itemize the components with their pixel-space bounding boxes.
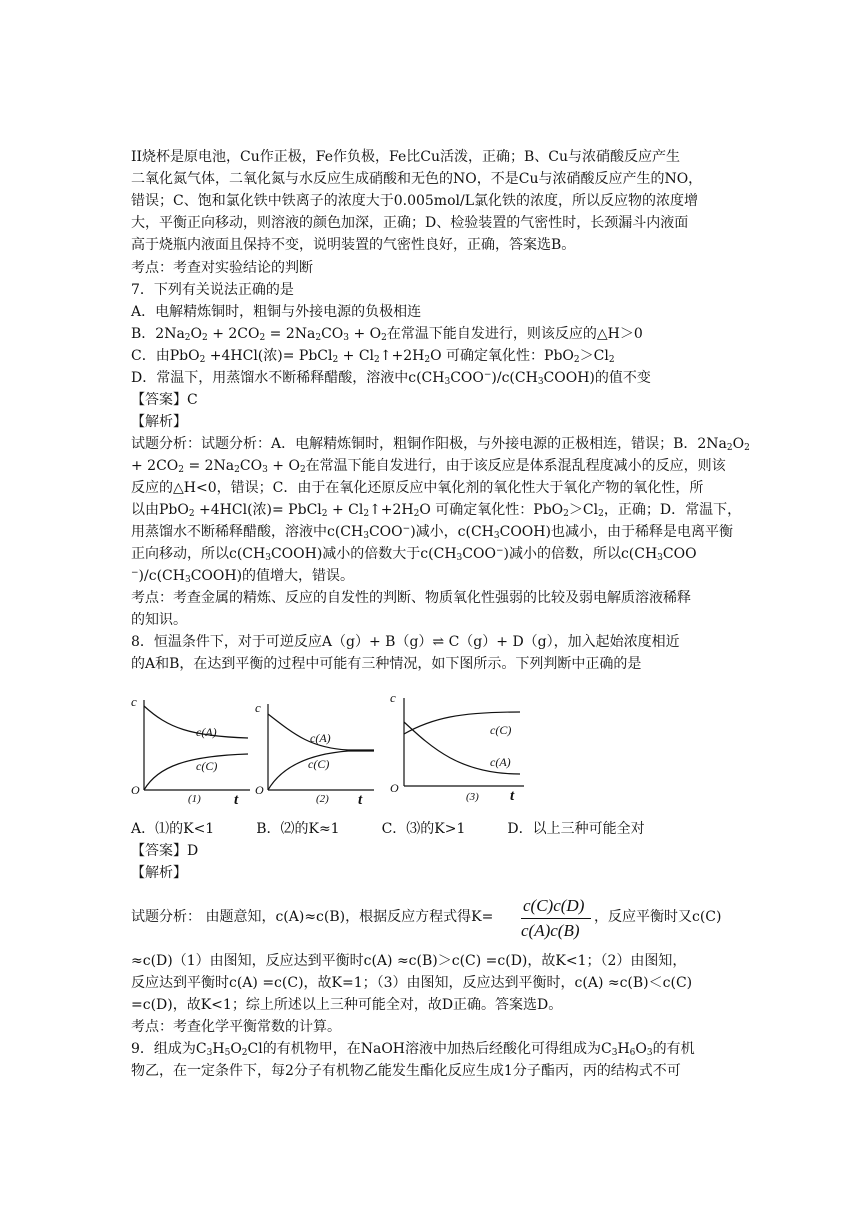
text-line: 物乙，在一定条件下，每2分子有机物乙能发生酯化反应生成1分子酯丙，丙的结构式不可 (131, 1063, 681, 1079)
text-line: 二氧化氮气体，二氧化氮与水反应生成硝酸和无色的NO，不是Cu与浓硝酸反应产生的NO， (131, 171, 703, 187)
text-line: 试题分析： 由题意知，c(A)≈c(B)，根据反应方程式得K= (131, 909, 494, 925)
text-line: ，反应平衡时又c(C) (594, 909, 722, 925)
text-line: 9．组成为$C_3H_5O_2Cl$的有机物甲，在NaOH溶液中加热后经酸化可得组成为$C_3H_6O_3$的有机 (131, 1041, 695, 1058)
fraction-bar (521, 918, 591, 919)
text-line: ≈c(D)（1）由图知，反应达到平衡时c(A) ≈c(B)＞c(C) =c(D)，故K<1；（2）由图知， (131, 953, 687, 969)
text-line: 错误；C、饱和氯化铁中铁离子的浓度大于0.005mol/L氯化铁的浓度，所以反应物的浓度增 (131, 193, 698, 209)
origin-label: O (131, 783, 140, 797)
text-line: 8．恒温条件下，对于可逆反应A（g）+ B（g）⇌ C（g）+ D（g），加入起始浓度相近 (131, 634, 680, 650)
origin-label: O (255, 783, 264, 797)
fraction-numerator: c(C)c(D) (523, 896, 585, 915)
text-line: II烧杯是原电池，Cu作正极，Fe作负极，Fe比Cu活泼，正确；B、Cu与浓硝酸反应产生 (131, 149, 680, 165)
text-line: 反应的△H<0，错误；C．由于在氧化还原反应中氧化剂的氧化性大于氧化产物的氧化性，所 (131, 480, 704, 496)
graph-1 (128, 690, 254, 812)
text-line: 【答案】D (131, 843, 199, 859)
graph-caption: (3) (466, 791, 479, 803)
graph-caption: (1) (188, 793, 201, 805)
text-line: 的A和B，在达到平衡的过程中可能有三种情况，如下图所示。下列判断中正确的是 (131, 656, 642, 672)
text-line: A．⑴的K<1 B．⑵的K≈1 C．⑶的K>1 D．以上三种可能全对 (131, 821, 645, 837)
text-line: + $2CO_2 = 2Na_2CO_3 + O_2$在常温下能自发进行，由于该反应是体系混乱程度减小的反应，则该 (131, 458, 726, 475)
text-line: 反应达到平衡时c(A) =c(C)，故K=1；（3）由图知，反应达到平衡时，c(A) ≈c(B)＜c(C) (131, 975, 693, 991)
text-line: C．由PbO$_2$ +4HCl(浓)= PbCl$_2$ + $Cl_2↑+2H_2O$ 可确定氧化性：$PbO_2>Cl_2$ (131, 348, 615, 365)
axis-c-label: c (390, 690, 396, 705)
text-line: 考点：考查金属的精炼、反应的自发性的判断、物质氧化性强弱的比较及弱电解质溶液稀释 (131, 590, 691, 606)
text-line: 的知识。 (131, 612, 187, 628)
text-line: $^-)/c(CH_3COOH)$的值增大，错误。 (131, 568, 355, 585)
curve-lower-label: c(C) (308, 757, 330, 771)
curve-upper-label: c(A) (310, 731, 331, 745)
curve-lower-label: c(A) (490, 755, 511, 769)
curve-upper-label: c(C) (490, 723, 512, 737)
text-line: D．常温下，用蒸馏水不断稀释醋酸，溶液中$c(CH_3COO^-)/c(CH_3COOH)$的值不变 (131, 370, 651, 387)
graph-caption: (2) (316, 793, 329, 805)
text-line: 高于烧瓶内液面且保持不变，说明装置的气密性良好，正确，答案选B。 (131, 237, 576, 253)
curve-lower-label: c(C) (196, 759, 218, 773)
text-line: 以由PbO$_2$ +4HCl(浓)= PbCl$_2$ + $Cl_2↑+2H_2O$ 可确定氧化性：$PbO_2>Cl_2$，正确；D．常温下， (131, 502, 742, 519)
graph-3 (386, 688, 532, 808)
text-line: 正向移动，所以$c(CH_3COOH)$减小的倍数大于$c(CH_3COO^-)$减小的倍数，所以$c(CH_3COO$ (131, 546, 697, 563)
text-line: 试题分析：试题分析：A．电解精炼铜时，粗铜作阳极，与外接电源的正极相连，错误；B．$2Na_2O_2$ (131, 436, 750, 453)
text-line: 【解析】 (131, 865, 187, 881)
text-line: 考点：考查化学平衡常数的计算。 (131, 1019, 341, 1035)
text-line: 【答案】C (131, 392, 198, 408)
text-line: 7．下列有关说法正确的是 (131, 282, 294, 298)
text-line: 用蒸馏水不断稀释醋酸，溶液中$c(CH_3COO^-)$减小，$c(CH_3COOH)$也减小，由于稀释是电离平衡 (131, 524, 733, 541)
text-line: 【解析】 (131, 414, 187, 430)
text-line: 考点：考查对实验结论的判断 (131, 260, 313, 276)
text-line: A．电解精炼铜时，粗铜与外接电源的负极相连 (131, 304, 422, 320)
text-line: =c(D)，故K<1；综上所述以上三种可能全对，故D正确。答案选D。 (131, 997, 563, 1013)
axis-c-label: c (255, 700, 261, 715)
fraction-denominator: c(A)c(B) (521, 921, 580, 940)
text-line: B．$2Na_2O_2 + 2CO_2 = 2Na_2CO_3 + O_2$在常温下能自发进行，则该反应的△H＞0 (131, 326, 643, 343)
text-line: 大，平衡正向移动，则溶液的颜色加深，正确；D、检验装置的气密性时，长颈漏斗内液面 (131, 215, 689, 231)
graph-2 (252, 696, 378, 812)
axis-c-label: c (131, 694, 137, 709)
origin-label: O (390, 781, 399, 795)
curve-upper-label: c(A) (196, 725, 217, 739)
axis-t-label: t (234, 792, 239, 808)
axis-t-label: t (510, 788, 515, 804)
axis-t-label: t (358, 792, 363, 808)
